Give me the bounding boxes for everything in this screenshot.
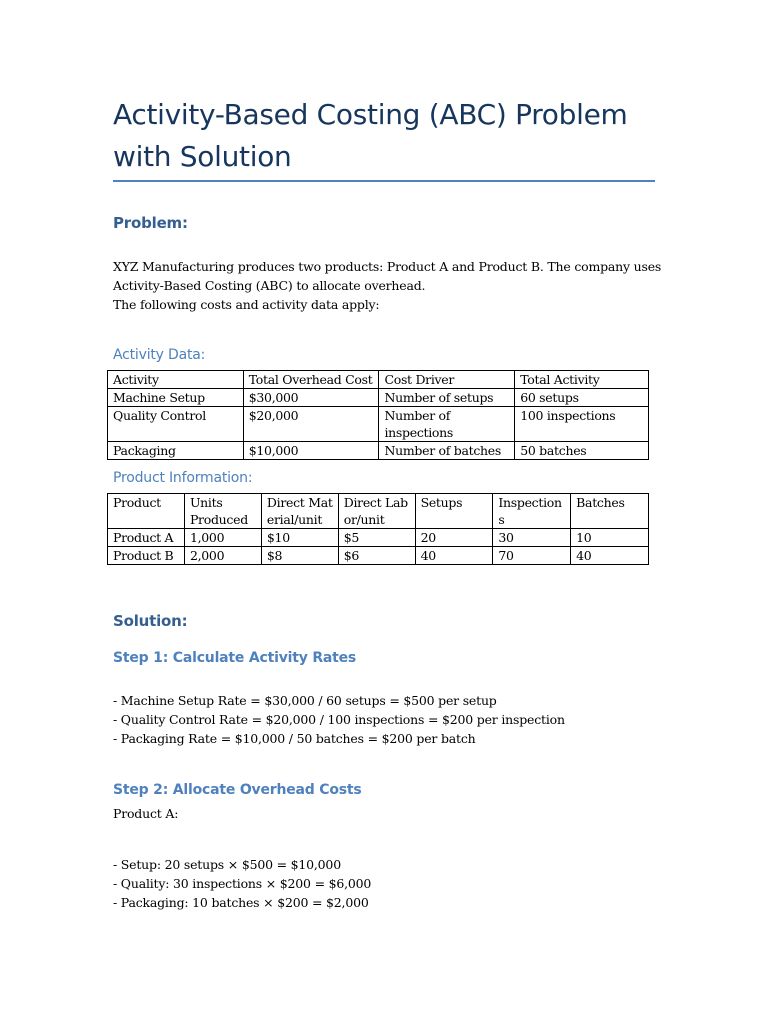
table-header-cell: Setups (415, 494, 493, 529)
table-row (108, 547, 649, 565)
table-row (108, 442, 649, 460)
step1-line: - Machine Setup Rate = $30,000 / 60 setups = $500 per setup (113, 693, 497, 708)
table-cell: $20,000 (243, 407, 379, 442)
table-cell: 40 (415, 547, 493, 565)
step1-paragraph (113, 691, 673, 748)
product-a-label: Product A: (113, 806, 179, 821)
problem-paragraph (113, 257, 673, 314)
step2-line: - Packaging: 10 batches × $200 = $2,000 (113, 895, 369, 910)
table-row (108, 407, 649, 442)
table-header-cell: Units Produced (184, 494, 261, 529)
solution-heading: Solution: (113, 612, 188, 630)
problem-line: XYZ Manufacturing produces two products: Product A and Product B. The company uses (113, 259, 662, 274)
title-underline (113, 180, 655, 182)
table-header-cell: Direct Labor/unit (338, 494, 415, 529)
step1-line: - Packaging Rate = $10,000 / 50 batches = $200 per batch (113, 731, 476, 746)
table-cell: Number of batches (379, 442, 515, 460)
table-cell: $6 (338, 547, 415, 565)
table-header-cell: Cost Driver (379, 371, 515, 389)
table-header-row (108, 371, 649, 389)
table-cell: Product A (108, 529, 185, 547)
document-title (113, 94, 673, 178)
activity-data-heading: Activity Data: (113, 347, 206, 363)
table-cell: Product B (108, 547, 185, 565)
step1-line: - Quality Control Rate = $20,000 / 100 inspections = $200 per inspection (113, 712, 565, 727)
table-cell: 50 batches (515, 442, 649, 460)
table-header-cell: Total Activity (515, 371, 649, 389)
title-line-1: Activity-Based Costing (ABC) Problem (113, 98, 628, 131)
table-cell: 70 (493, 547, 571, 565)
table-cell: 10 (571, 529, 649, 547)
table-cell: 2,000 (184, 547, 261, 565)
title-line-2: with Solution (113, 140, 292, 173)
table-cell: 40 (571, 547, 649, 565)
table-cell: Machine Setup (108, 389, 244, 407)
table-cell: Number of inspections (379, 407, 515, 442)
table-row (108, 529, 649, 547)
table-cell: $8 (261, 547, 338, 565)
table-row (108, 389, 649, 407)
table-cell: 20 (415, 529, 493, 547)
table-cell: 100 inspections (515, 407, 649, 442)
table-cell: 30 (493, 529, 571, 547)
table-cell: 1,000 (184, 529, 261, 547)
table-cell: Number of setups (379, 389, 515, 407)
activity-data-table (107, 370, 649, 460)
table-cell: $10 (261, 529, 338, 547)
table-header-cell: Activity (108, 371, 244, 389)
table-cell: $10,000 (243, 442, 379, 460)
table-cell: 60 setups (515, 389, 649, 407)
table-cell: Packaging (108, 442, 244, 460)
product-info-heading: Product Information: (113, 470, 253, 486)
table-header-cell: Total Overhead Cost (243, 371, 379, 389)
step2-line: - Setup: 20 setups × $500 = $10,000 (113, 857, 341, 872)
table-header-cell: Inspections (493, 494, 571, 529)
step2-paragraph (113, 855, 673, 912)
table-header-row (108, 494, 649, 529)
product-info-table (107, 493, 649, 565)
table-header-cell: Product (108, 494, 185, 529)
table-cell: $5 (338, 529, 415, 547)
step1-heading: Step 1: Calculate Activity Rates (113, 650, 357, 666)
table-header-cell: Direct Material/unit (261, 494, 338, 529)
problem-line: Activity-Based Costing (ABC) to allocate overhead. (113, 278, 426, 293)
table-cell: Quality Control (108, 407, 244, 442)
step2-heading: Step 2: Allocate Overhead Costs (113, 782, 362, 798)
problem-line: The following costs and activity data apply: (113, 297, 380, 312)
step2-line: - Quality: 30 inspections × $200 = $6,000 (113, 876, 372, 891)
table-header-cell: Batches (571, 494, 649, 529)
table-cell: $30,000 (243, 389, 379, 407)
problem-heading: Problem: (113, 214, 188, 232)
